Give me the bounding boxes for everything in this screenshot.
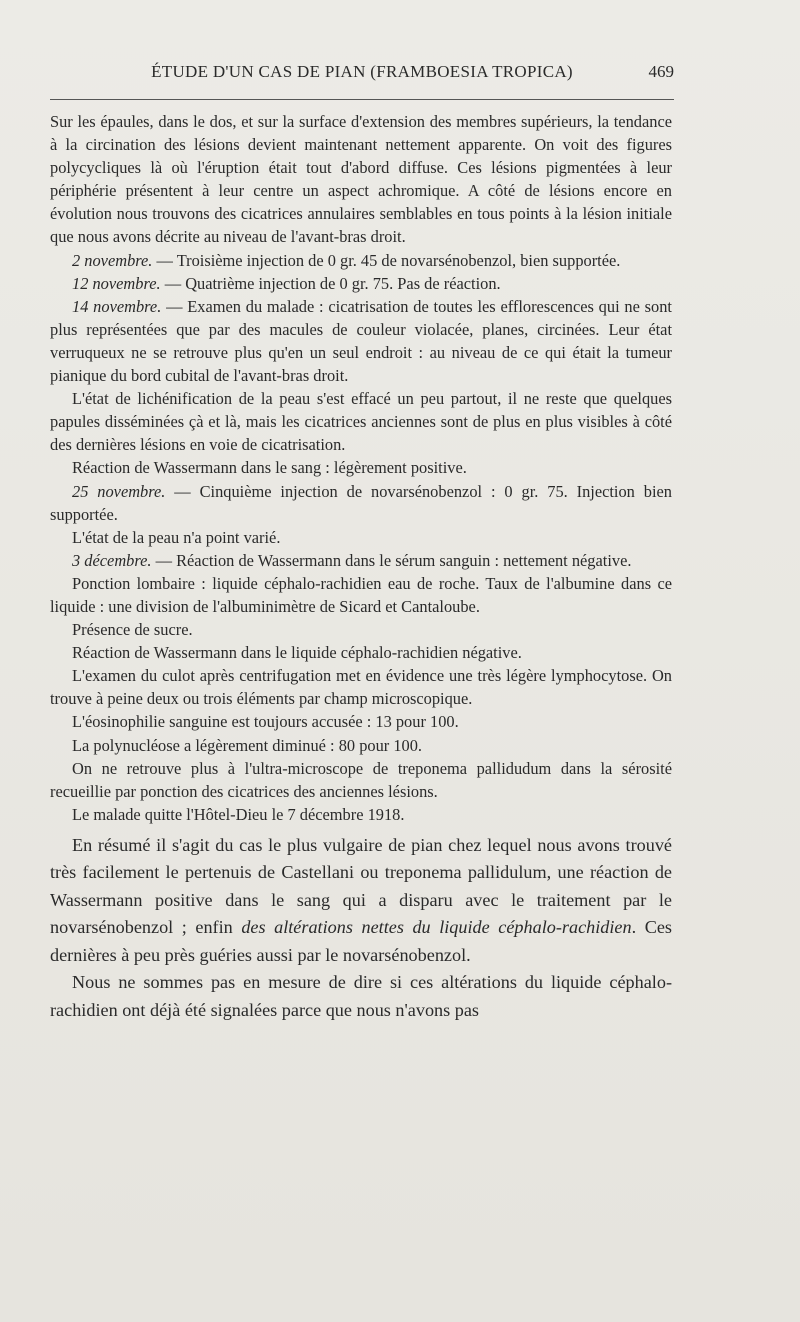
page-body [50,110,672,1024]
paragraph: 12 novembre. — Quatrième injection de 0 gr. 75. Pas de réaction. [72,273,501,293]
case-notes [50,110,672,826]
header-rule [50,99,674,100]
paragraph: Réaction de Wassermann dans le sang : légèrement positive. [72,458,467,478]
date: 2 novembre. [72,250,153,270]
running-title: ÉTUDE D'UN CAS DE PIAN (FRAMBOESIA TROPICA) [151,62,573,81]
paragraph: 14 novembre. — Examen du malade : cicatrisation de toutes les efflorescences qui ne sont plus représentées que par des macules de couleur violacée, planes, circinées. Leur état verruqueux ne se retrouve plus qu'en un seul endroit : au niveau de ce qui était la tumeur pianique du bord cubital de l'avant-bras droit. [50,296,672,386]
paragraph: 2 novembre. — Troisième injection de 0 gr. 45 de novarsénobenzol, bien supportée. [72,250,621,270]
paragraph: En résumé il s'agit du cas le plus vulgaire de pian chez lequel nous avons trouvé très facilement le pertenuis de Castellani ou treponema pallidulum, une réaction de Wassermann positive dans le sang qui a disparu avec le traitement par le novarsénobenzol ; enfin des altérations nettes du liquide céphalo-rachidien. Ces dernières à peu près guéries aussi par le novarsénobenzol. [50,834,672,965]
date: 14 novembre. [72,296,162,316]
paragraph: Présence de sucre. [72,620,193,640]
date: 3 décembre. [72,550,152,570]
date: 12 novembre. [72,273,161,293]
paragraph: Le malade quitte l'Hôtel-Dieu le 7 décembre 1918. [72,804,405,824]
paragraph: 3 décembre. — Réaction de Wassermann dans le sérum sanguin : nettement négative. [72,550,632,570]
summary-section [50,832,672,1025]
paragraph: L'état de lichénification de la peau s'est effacé un peu partout, il ne reste que quelques papules disséminées çà et là, mais les cicatrices anciennes sont de plus en plus visibles à côté des dernières lésions en voie de cicatrisation. [50,389,672,455]
paragraph: L'éosinophilie sanguine est toujours accusée : 13 pour 100. [72,712,459,732]
date: 25 novembre. [72,481,166,501]
paragraph: Sur les épaules, dans le dos, et sur la surface d'extension des membres supérieurs, la tendance à la circination des lésions devient maintenant nettement apparente. On voit des figures polycycliques là où l'éruption était tout d'abord diffuse. Ces lésions pigmentées à leur périphérie présentent à leur centre un aspect achromique. A côté de lésions encore en évolution nous trouvons des cicatrices annulaires semblables en tous points à la lésion initiale que nous avons décrite au niveau de l'avant-bras droit. [50,112,672,247]
emphasis: des altérations nettes du liquide céphalo-rachidien [241,917,632,938]
paragraph: La polynucléose a légèrement diminué : 80 pour 100. [72,735,423,755]
paragraph: Nous ne sommes pas en mesure de dire si ces altérations du liquide céphalo-rachidien ont déjà été signalées parce que nous n'avons pas [50,972,672,1020]
paragraph: 25 novembre. — Cinquième injection de novarsénobenzol : 0 gr. 75. Injection bien supportée. [50,481,672,524]
page-header [50,62,674,90]
paragraph: Réaction de Wassermann dans le liquide céphalo-rachidien négative. [72,643,522,663]
page-number: 469 [648,62,674,81]
paragraph: On ne retrouve plus à l'ultra-microscope de treponema pallidudum dans la sérosité recueillie par ponction des cicatrices des anciennes lésions. [50,758,672,801]
paragraph: L'état de la peau n'a point varié. [72,527,281,547]
paragraph: Ponction lombaire : liquide céphalo-rachidien eau de roche. Taux de l'albumine dans ce liquide : une division de l'albuminimètre de Sicard et Cantaloube. [50,573,672,616]
paragraph: L'examen du culot après centrifugation met en évidence une très légère lymphocytose. On trouve à peine deux ou trois éléments par champ microscopique. [50,666,672,709]
